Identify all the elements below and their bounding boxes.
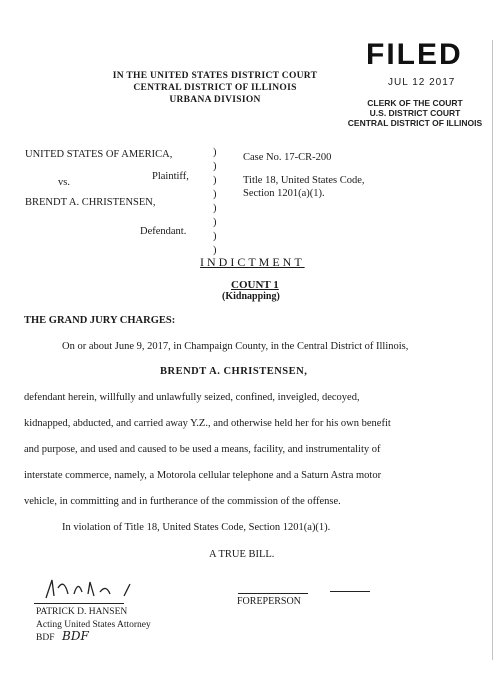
caption-paren-column: ) ) ) ) ) ) ) )	[213, 147, 217, 256]
attorney-signature-line	[34, 603, 124, 604]
handwritten-initials: BDF	[62, 629, 89, 643]
caption-defendant-role: Defendant.	[140, 226, 187, 237]
court-header	[90, 70, 340, 106]
stamp-line-district: CENTRAL DISTRICT OF ILLINOIS	[347, 118, 483, 128]
scan-edge	[492, 40, 493, 660]
true-bill: A TRUE BILL.	[209, 549, 275, 560]
case-number: Case No. 17-CR-200	[243, 152, 332, 163]
statute-line-1: Title 18, United States Code,	[243, 175, 365, 186]
count-heading: COUNT 1	[231, 279, 279, 291]
statute-line-2: Section 1201(a)(1).	[243, 188, 325, 199]
foreperson-signature-line	[238, 593, 308, 594]
foreperson-label: FOREPERSON	[237, 596, 301, 607]
caption-plaintiff: UNITED STATES OF AMERICA,	[25, 149, 173, 160]
attorney-initials: BDF	[36, 633, 55, 643]
caption-defendant: BRENDT A. CHRISTENSEN,	[25, 197, 156, 208]
body-line: interstate commerce, namely, a Motorola cellular telephone and a Saturn Astra motor	[24, 470, 382, 481]
filed-stamp-date: JUL 12 2017	[388, 77, 456, 88]
stamp-line-clerk: CLERK OF THE COURT	[367, 98, 463, 108]
filed-stamp-clerk	[345, 98, 485, 128]
paragraph-intro: On or about June 9, 2017, in Champaign County, in the Central District of Illinois,	[62, 341, 409, 352]
court-line-3: URBANA DIVISION	[169, 95, 261, 105]
body-line: kidnapped, abducted, and carried away Y.Z., and otherwise held her for his own benefit	[24, 418, 391, 429]
attorney-name: PATRICK D. HANSEN	[36, 607, 128, 617]
document-title: INDICTMENT	[200, 255, 305, 269]
grand-jury-charges: THE GRAND JURY CHARGES:	[24, 315, 176, 326]
count-subheading: (Kidnapping)	[222, 291, 280, 302]
attorney-title: Acting United States Attorney	[36, 620, 151, 630]
defendant-name: BRENDT A. CHRISTENSEN,	[160, 366, 308, 377]
foreperson-signature-mark	[330, 591, 370, 592]
body-line: vehicle, in committing and in furtherance of the commission of the offense.	[24, 496, 341, 507]
filed-stamp-word: FILED	[366, 38, 463, 71]
court-line-2: CENTRAL DISTRICT OF ILLINOIS	[133, 83, 297, 93]
body-line: and purpose, and used and caused to be used a means, facility, and instrumentality of	[24, 444, 381, 455]
body-line: defendant herein, willfully and unlawfully seized, confined, inveigled, decoyed,	[24, 392, 360, 403]
handwritten-signature-icon	[42, 574, 162, 604]
violation-statement: In violation of Title 18, United States Code, Section 1201(a)(1).	[62, 522, 331, 533]
caption-vs: vs.	[58, 177, 70, 188]
stamp-line-district-court: U.S. DISTRICT COURT	[369, 108, 461, 118]
court-line-1: IN THE UNITED STATES DISTRICT COURT	[112, 71, 318, 81]
caption-plaintiff-role: Plaintiff,	[152, 171, 189, 182]
